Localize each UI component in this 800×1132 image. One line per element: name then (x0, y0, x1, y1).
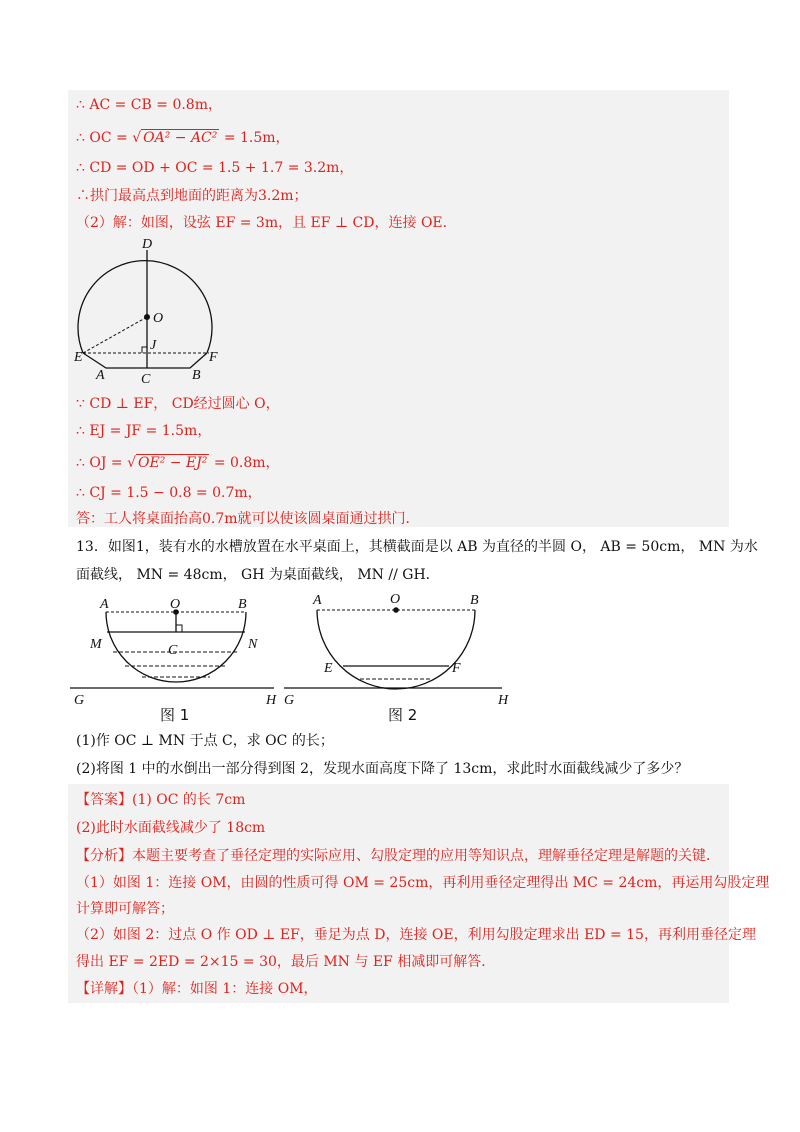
figure-2 (280, 588, 520, 726)
fig2-label-e: E (324, 661, 333, 676)
fig2-caption: 图 2 (388, 706, 418, 724)
solution-line-3: ∴ CD = OD + OC = 1.5 + 1.7 = 3.2m， (76, 160, 354, 176)
label-b: B (192, 368, 201, 383)
segment-oe (83, 317, 147, 353)
figure-1 (70, 596, 290, 726)
analysis-line-4: （2）如图 2：过点 O 作 OD ⊥ EF，垂足为点 D，连接 OE，利用勾股定理求出 ED = 15，再利用垂径定理 (76, 927, 756, 943)
fig2-center-o (393, 607, 399, 613)
label-o: O (153, 311, 164, 326)
fig1-right-angle (176, 625, 182, 632)
solution-line-2: ∴ OC = √ OA² − AC² = 1.5m， (76, 130, 290, 146)
fig1-label-c: C (168, 643, 178, 658)
fig2-label-h: H (498, 693, 509, 708)
fig1-label-h: H (266, 693, 277, 708)
label-c: C (141, 372, 151, 387)
arch-circle-arc (78, 261, 212, 353)
fig2-label-a: A (313, 593, 322, 608)
solution-line-8: ∴ OJ = √ OE² − EJ² = 0.8m， (76, 455, 280, 471)
center-o (144, 314, 150, 320)
arch-figure (76, 236, 226, 386)
solution-line-1: ∴ AC = CB = 0.8m， (76, 97, 222, 113)
solution-line-4: ∴拱门最高点到地面的距离为3.2m； (76, 188, 308, 204)
solution-line-8-post: = 0.8m， (209, 455, 280, 471)
fig1-label-a: A (100, 597, 109, 612)
answer-line-2: (2)此时水面截线减少了 18cm (76, 820, 266, 836)
fig2-label-g: G (284, 693, 295, 708)
solution-line-2-pre: ∴ OC = (76, 130, 133, 146)
solution-line-10: 答：工人将桌面抬高0.7m就可以使该圆桌面通过拱门． (76, 511, 420, 527)
solution-line-5: （2）解：如图，设弦 EF = 3m，且 EF ⊥ CD，连接 OE． (76, 215, 457, 231)
analysis-line-1 (76, 846, 720, 866)
fig1-label-g: G (74, 693, 85, 708)
problem-text-2: 面截线， MN = 48cm， GH 为桌面截线， MN // GH． (76, 567, 440, 583)
answer-1: (1) OC 的长 7cm (132, 792, 246, 808)
analysis-tag: 【分析】 (76, 848, 132, 864)
detail-line-1 (76, 979, 318, 999)
label-f: F (209, 350, 218, 365)
fig2-semicircle (317, 610, 475, 689)
analysis-line-2: （1）如图 1：连接 OM，由圆的性质可得 OM = 25cm，再利用垂径定理得出 MC = 24cm，再运用勾股定理 (76, 875, 770, 891)
analysis-line-5: 得出 EF = 2ED = 2×15 = 30，最后 MN 与 EF 相减即可解答． (76, 954, 496, 970)
fig1-label-m: M (90, 637, 102, 652)
solution-line-8-radicand: OE² − EJ² (138, 455, 208, 471)
label-j: J (150, 338, 157, 353)
solution-line-2-radicand: OA² − AC² (143, 130, 218, 146)
fig2-label-f: F (452, 661, 461, 676)
answer-line-1 (76, 790, 245, 810)
label-e: E (74, 350, 83, 365)
detail-tag: 【详解】 (76, 981, 132, 997)
fig1-label-b: B (238, 597, 247, 612)
problem-text-1: 13．如图1，装有水的水槽放置在水平桌面上，其横截面是以 AB 为直径的半圆 O， AB = 50cm， MN 为水 (76, 539, 758, 555)
analysis-line-3: 计算即可解答； (76, 901, 174, 917)
solution-line-2-post: = 1.5m， (219, 130, 290, 146)
solution-line-7: ∴ EJ = JF = 1.5m， (76, 423, 212, 439)
label-d: D (142, 237, 153, 252)
analysis-text-1: 本题主要考查了垂径定理的实际应用、勾股定理的应用等知识点，理解垂径定理是解题的关键． (132, 848, 720, 864)
solution-line-6: ∵ CD ⊥ EF， CD经过圆心 O， (76, 396, 280, 412)
right-angle-mark (142, 347, 147, 353)
question-2: (2)将图 1 中的水倒出一部分得到图 2，发现水面高度下降了 13cm，求此时水面截线减少了多少？ (76, 761, 689, 777)
label-a: A (96, 368, 105, 383)
fig2-label-b: B (470, 593, 479, 608)
solution-line-8-pre: ∴ OJ = (76, 455, 128, 471)
answer-tag: 【答案】 (76, 792, 132, 808)
fig2-label-o: O (390, 592, 401, 607)
fig1-label-o: O (170, 597, 181, 612)
fig1-label-n: N (248, 637, 258, 652)
fig1-caption: 图 1 (160, 706, 190, 724)
arch-base (83, 353, 207, 368)
question-1: (1)作 OC ⊥ MN 于点 C，求 OC 的长； (76, 733, 334, 749)
detail-text-1: （1）解：如图 1：连接 OM， (132, 981, 318, 997)
solution-line-9: ∴ CJ = 1.5 − 0.8 = 0.7m， (76, 485, 262, 501)
